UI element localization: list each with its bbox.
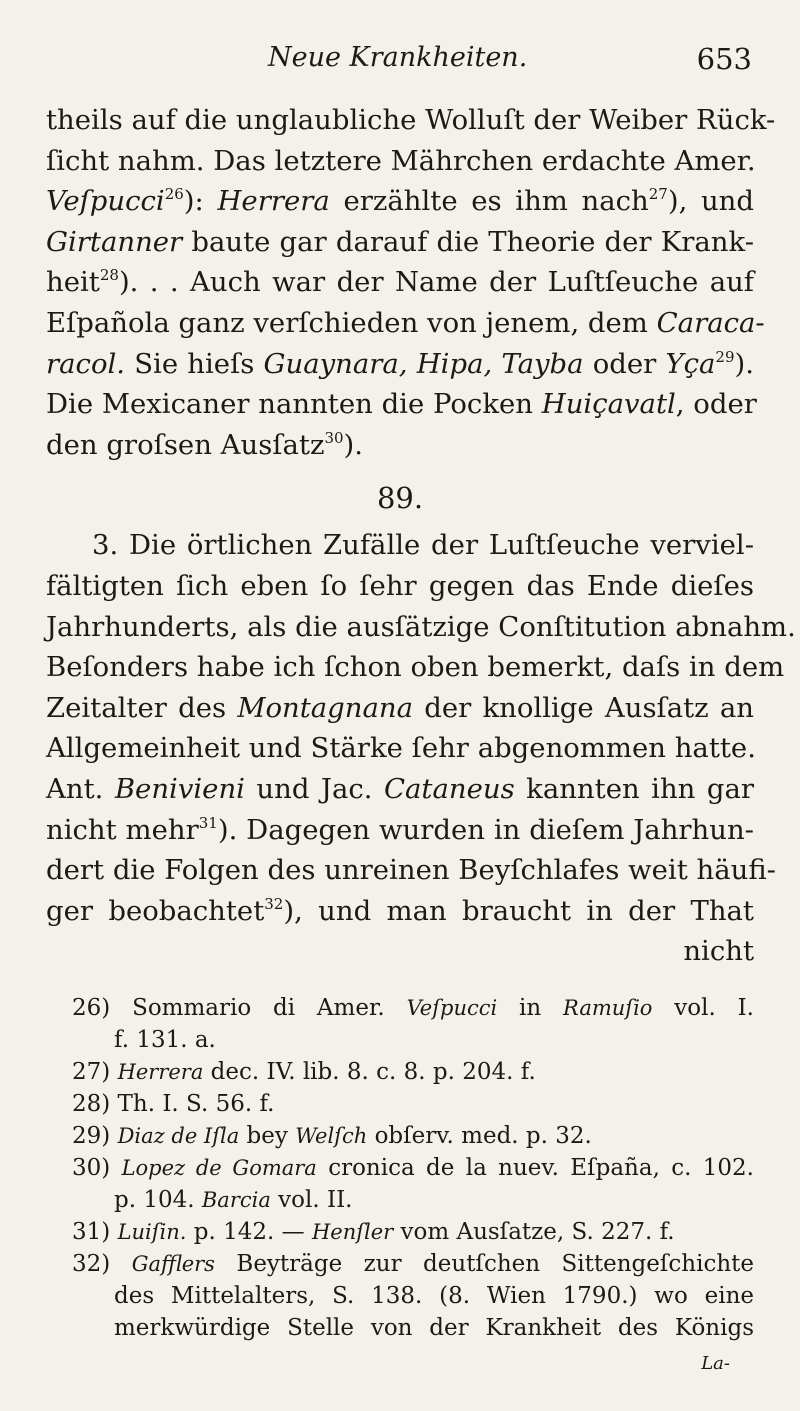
text-line <box>46 607 796 648</box>
footnote-ref: 29 <box>715 347 735 366</box>
text-run: Zeitalter des <box>46 691 238 724</box>
footnote-32 <box>72 1248 754 1280</box>
footnote-32-continued: merkwürdige Stelle von der Krankheit des Königs <box>114 1315 754 1341</box>
author-name: Benivieni <box>114 772 245 805</box>
text-run: 30) <box>72 1155 122 1181</box>
text-run: Beyträge zur deutſchen Sittengeſchichte <box>214 1251 754 1277</box>
author-name: Girtanner <box>46 225 183 258</box>
text-line <box>46 344 754 385</box>
text-line <box>46 425 754 466</box>
author-name: Lopez de Gomara <box>121 1156 317 1180</box>
author-name: Ramuſio <box>563 996 653 1020</box>
footnote-ref: 31 <box>198 813 218 832</box>
text-run: 32) <box>72 1251 132 1277</box>
text-line <box>46 728 754 769</box>
author-name: Barcia <box>201 1188 271 1212</box>
text-run: heit <box>46 266 100 299</box>
text-run: nicht mehr <box>46 813 199 846</box>
author-name: Gafflers <box>131 1252 215 1276</box>
text-run: vol. II. <box>270 1187 353 1213</box>
text-line <box>46 384 757 425</box>
text-run: dert die Folgen des unreinen Beyſchlafes weit häufi- <box>46 854 776 887</box>
text-run: theils auf die unglaubliche Wolluſt der Weiber Rück- <box>46 104 776 136</box>
text-run: , oder <box>675 388 757 421</box>
text-line <box>46 688 754 729</box>
text-line <box>46 222 754 263</box>
footnote-29 <box>72 1120 754 1152</box>
footnote-26 <box>72 992 754 1024</box>
text-run: der knollige Ausſatz an <box>413 691 754 724</box>
author-name: Welſch <box>295 1124 368 1148</box>
text-run: oder <box>583 347 666 380</box>
text-line <box>46 769 754 810</box>
text-line <box>46 647 785 688</box>
text-line <box>46 850 776 891</box>
footnote-28: 28) Th. I. S. 56. f. <box>72 1091 275 1117</box>
footnote-32-continued: des Mittelalters, S. 138. (8. Wien 1790.) wo eine <box>114 1283 754 1309</box>
text-run: 29) <box>72 1123 118 1149</box>
footnote-ref: 26 <box>164 185 184 204</box>
text-line <box>46 931 754 972</box>
text-run: ). <box>734 347 754 380</box>
footnote-ref: 27 <box>648 185 668 204</box>
section-number: 89. <box>376 481 424 516</box>
text-run: Die Mexicaner nannten die Pocken <box>46 388 542 421</box>
text-run: 26) Sommario di Amer. <box>72 995 407 1021</box>
text-run: ): <box>183 185 218 218</box>
text-line <box>46 141 754 182</box>
text-line <box>46 100 776 141</box>
text-run: in <box>497 995 564 1021</box>
text-run: und Jac. <box>244 772 384 805</box>
text-run: erzählte es ihm nach <box>329 185 649 218</box>
text-line <box>46 262 754 303</box>
text-run: 27) <box>72 1059 118 1085</box>
text-run: p. 142. — <box>186 1219 312 1245</box>
text-run: cronica de la nuev. Eſpaña, c. 102. <box>316 1155 754 1181</box>
footnote-30-continued <box>72 1184 754 1216</box>
text-run: Eſpañola ganz verſchieden von jenem, dem <box>46 306 657 339</box>
running-title: Neue Krankheiten. <box>268 42 528 73</box>
italic-term: racol. <box>46 347 126 380</box>
footnote-ref: 32 <box>264 894 284 913</box>
text-run: ). <box>343 428 364 461</box>
text-run: 3. Die örtlichen Zufälle der Luſtſeuche verviel- <box>92 529 754 562</box>
paragraph-2 <box>46 525 796 972</box>
text-run: fältigten ſich eben ſo ſehr gegen das Ende dieſes <box>46 569 754 602</box>
italic-term: Huiçavatl <box>541 388 676 421</box>
main-text <box>46 100 796 972</box>
author-name: Cataneus <box>383 772 515 805</box>
italic-term: Guaynara, Hipa, Tayba <box>263 347 584 380</box>
italic-term: Caraca- <box>656 306 765 339</box>
author-name: Herrera <box>217 185 330 218</box>
text-run: Allgemeinheit und Stärke ſehr abgenommen hatte. <box>46 732 756 765</box>
italic-term: Yça <box>665 347 716 380</box>
text-run: baute gar darauf die Theorie der Krank- <box>182 225 754 258</box>
paragraph-1 <box>46 100 776 465</box>
author-name: Diaz de Iſla <box>117 1124 240 1148</box>
text-line <box>46 303 765 344</box>
author-name: Luiſin. <box>117 1220 187 1244</box>
text-line <box>46 566 754 607</box>
text-run: 31) <box>72 1219 118 1245</box>
footnote-30 <box>72 1152 754 1184</box>
catchword: La- <box>701 1353 730 1374</box>
text-run: ). . . Auch war der Name der Luſtſeuche auf <box>118 266 754 299</box>
footnote-31 <box>72 1216 754 1248</box>
text-run: den groſsen Ausſatz <box>46 428 325 461</box>
page-number: 653 <box>696 42 752 76</box>
text-line <box>46 891 754 932</box>
text-run: dec. IV. lib. 8. c. 8. p. 204. f. <box>203 1059 536 1085</box>
text-run: ). Dagegen wurden in dieſem Jahrhun- <box>217 813 754 846</box>
text-run: ger beobachtet <box>46 894 265 927</box>
text-run: nicht <box>683 935 754 968</box>
author-name: Montagnana <box>237 691 414 724</box>
footnotes <box>72 992 754 1344</box>
text-run: vol. I. <box>652 995 754 1021</box>
author-name: Veſpucci <box>406 996 498 1020</box>
text-run: Ant. <box>46 772 115 805</box>
text-run: Sie hieſs <box>125 347 264 380</box>
footnote-26-continued: f. 131. a. <box>114 1027 216 1053</box>
text-run: ), und <box>667 185 754 218</box>
text-run: ſicht nahm. Das letztere Mährchen erdachte Amer. <box>46 144 756 177</box>
text-line <box>46 810 754 851</box>
author-name: Herrera <box>117 1060 204 1084</box>
text-run: bey <box>239 1123 296 1149</box>
text-run: ), und man braucht in der That <box>283 894 754 927</box>
text-run: p. 104. <box>114 1187 202 1213</box>
author-name: Henſler <box>311 1220 394 1244</box>
text-run: kannten ihn gar <box>514 772 754 805</box>
text-run: Beſonders habe ich ſchon oben bemerkt, daſs in dem <box>46 651 785 684</box>
footnote-ref: 28 <box>99 266 119 285</box>
running-head <box>40 40 760 80</box>
footnote-ref: 30 <box>324 428 344 447</box>
text-run: vom Ausſatze, S. 227. f. <box>393 1219 675 1245</box>
footnote-27 <box>72 1056 754 1088</box>
text-line <box>46 525 754 566</box>
text-run: Jahrhunderts, als die ausſätzige Conſtitution abnahm. <box>46 610 796 643</box>
text-line <box>46 181 754 222</box>
author-name: Veſpucci <box>46 185 165 218</box>
text-run: obſerv. med. p. 32. <box>367 1123 592 1149</box>
